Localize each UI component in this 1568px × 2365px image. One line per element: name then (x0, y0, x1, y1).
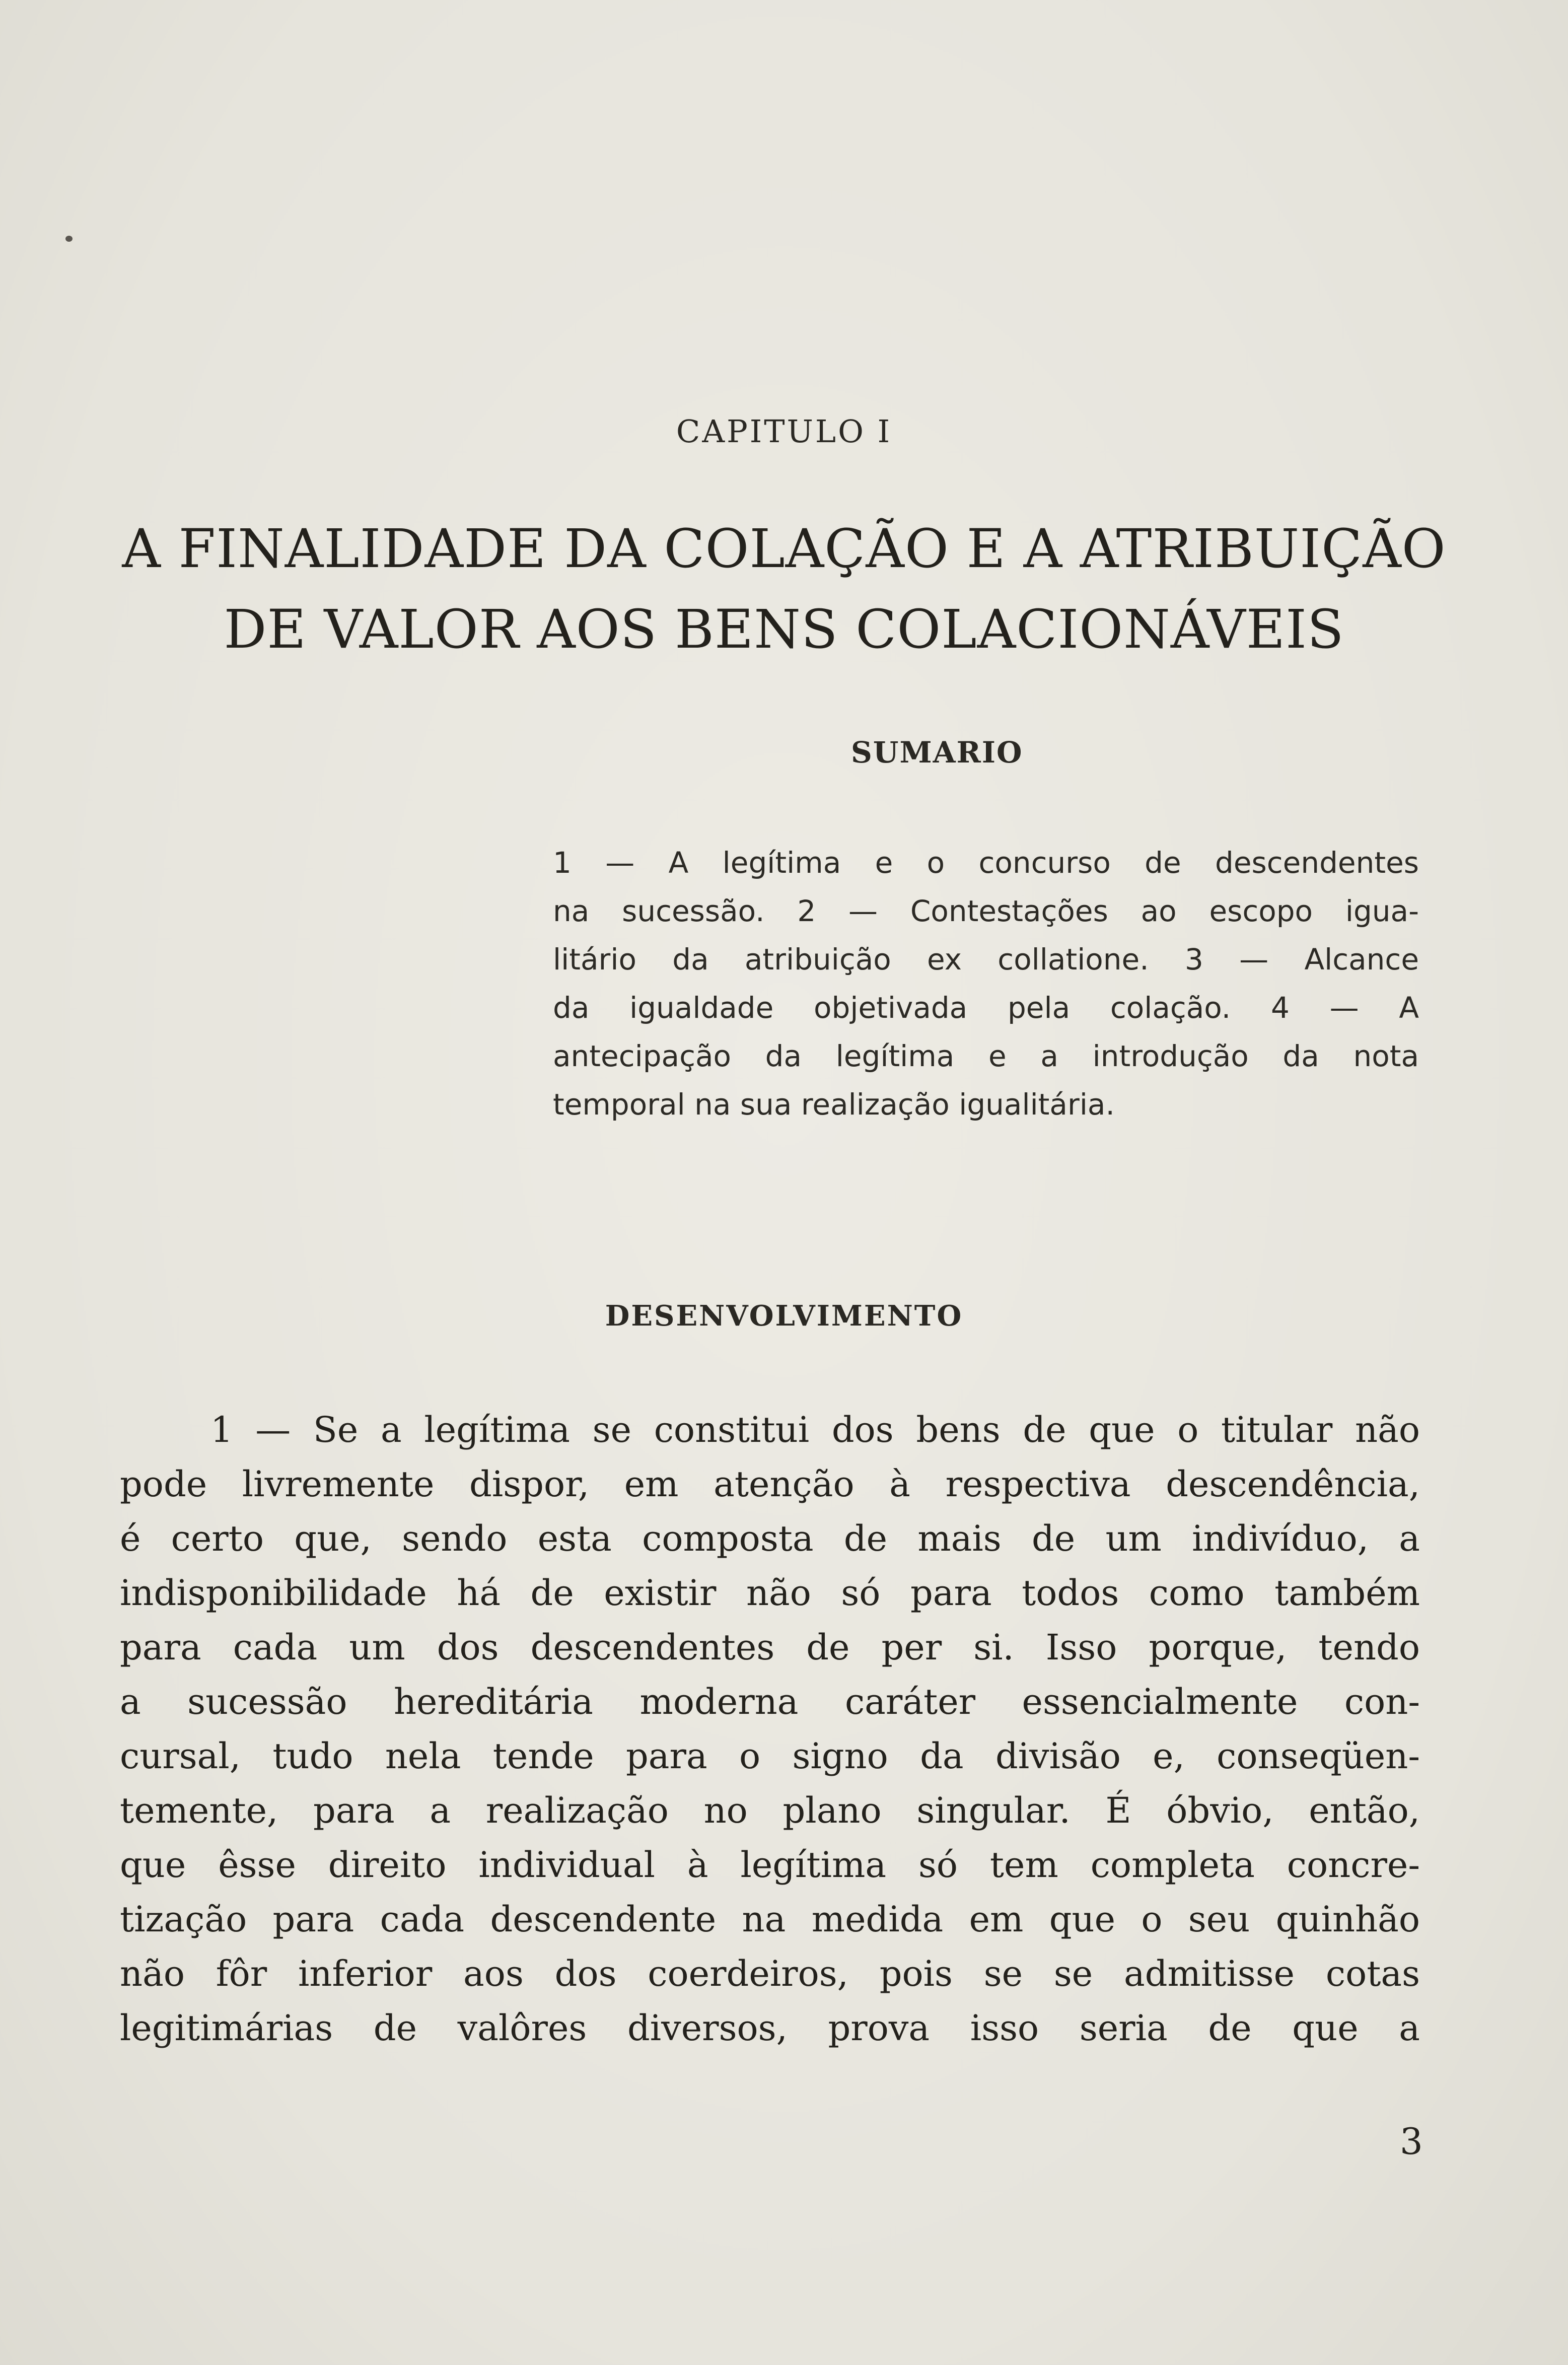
summary-line: na sucessão. 2 — Contestações ao escopo igua- (553, 894, 1419, 928)
title-line-2: DE VALOR AOS BENS COLACIONÁVEIS (224, 598, 1344, 660)
summary-heading: SUMARIO (851, 735, 1023, 770)
body-line: pode livremente dispor, em atenção à respectiva descendência, (120, 1464, 1420, 1505)
summary-line: litário da atribuição ex collatione. 3 — Alcance (553, 942, 1419, 977)
summary-line: antecipação da legítima e a introdução da nota (553, 1039, 1419, 1073)
title-line-1: A FINALIDADE DA COLAÇÃO E A ATRIBUIÇÃO (122, 518, 1446, 580)
body-line: a sucessão hereditária moderna caráter essencialmente con- (120, 1681, 1420, 1722)
ink-speck (65, 236, 73, 242)
summary-block (553, 839, 1419, 1129)
development-heading: DESENVOLVIMENTO (605, 1299, 963, 1333)
body-line: temente, para a realização no plano singular. É óbvio, então, (120, 1790, 1420, 1831)
summary-line: da igualdade objetivada pela colação. 4 — A (553, 991, 1419, 1025)
chapter-title (81, 509, 1487, 670)
body-line: tização para cada descendente na medida em que o seu quinhão (120, 1899, 1420, 1940)
body-paragraph (120, 1403, 1420, 2055)
summary-line: temporal na sua realização igualitária. (553, 1087, 1115, 1122)
body-line: é certo que, sendo esta composta de mais de um indivíduo, a (120, 1518, 1420, 1559)
chapter-label: CAPITULO I (676, 413, 892, 450)
body-line: para cada um dos descendentes de per si. Isso porque, tendo (120, 1627, 1420, 1668)
body-line: cursal, tudo nela tende para o signo da divisão e, conseqüen- (120, 1735, 1420, 1777)
page-number: 3 (1400, 2120, 1423, 2163)
body-line: não fôr inferior aos dos coerdeiros, pois se se admitisse cotas (120, 1953, 1420, 1994)
body-line: que êsse direito individual à legítima só tem completa concre- (120, 1844, 1420, 1886)
body-line: legitimárias de valôres diversos, prova isso seria de que a (120, 2007, 1420, 2049)
body-line: indisponibilidade há de existir não só para todos como também (120, 1572, 1420, 1614)
summary-line: 1 — A legítima e o concurso de descendentes (553, 846, 1419, 880)
body-line: 1 — Se a legítima se constitui dos bens de que o titular não (210, 1409, 1420, 1450)
